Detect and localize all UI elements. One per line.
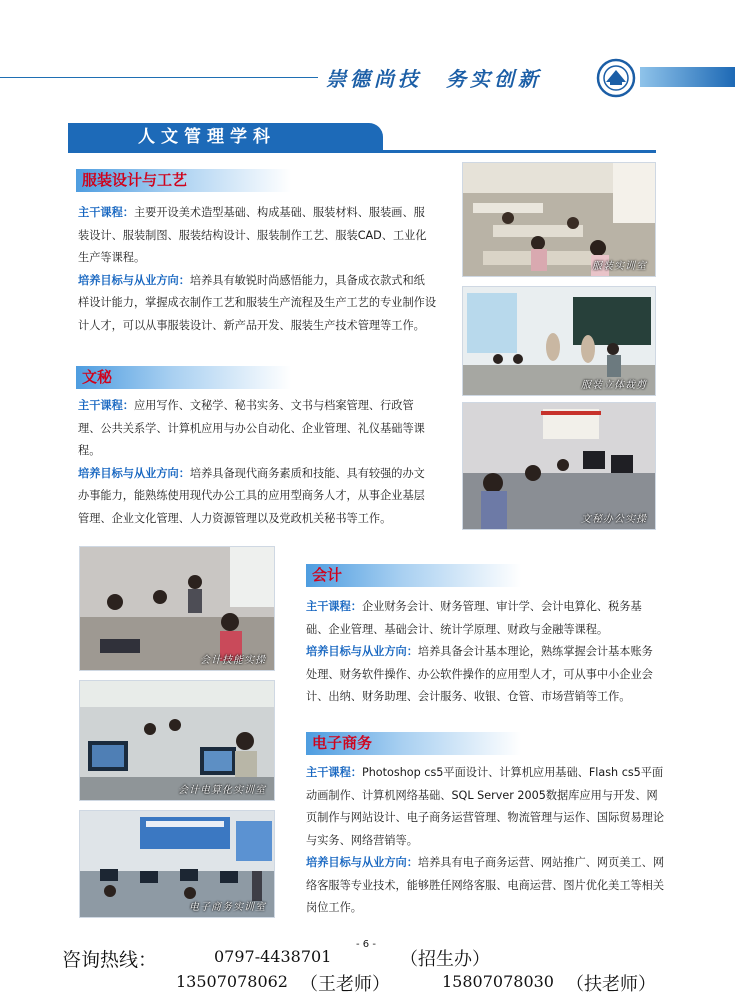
photo-ecommerce-lab-caption: 电子商务实训室 bbox=[189, 902, 266, 913]
photo-accounting-skills bbox=[79, 546, 275, 671]
ecommerce-heading bbox=[306, 732, 521, 755]
secretary-goal: 培养具备现代商务素质和技能、具有较强的办文办事能力，能熟练使用现代办公工具的应用型商务人才，从事企业基层管理、企业文化管理、人力资源管理以及党政机关秘书等工作。 bbox=[78, 466, 425, 525]
header-rule bbox=[0, 77, 318, 78]
ecommerce-title: 电子商务 bbox=[312, 734, 373, 752]
phone-teacher-fu: 15807078030 bbox=[442, 972, 554, 991]
secretary-heading bbox=[76, 366, 291, 389]
secretary-core: 应用写作、文秘学、秘书实务、文书与档案管理、行政管理、公共关系学、计算机应用与办公自动化、企业管理、礼仪基础等课程。 bbox=[78, 399, 425, 457]
ecommerce-goal: 培养具有电子商务运营、网站推广、网页美工、网络客服等专业技术，能够胜任网络客服、电商运营、图片优化美工等相关岗位工作。 bbox=[306, 856, 665, 914]
accounting-text bbox=[306, 596, 662, 709]
ecommerce-goal-label: 培养目标与从业方向： bbox=[306, 856, 418, 869]
secretary-title: 文秘 bbox=[82, 368, 113, 386]
accounting-goal-label: 培养目标与从业方向： bbox=[306, 645, 418, 658]
accounting-goal: 培养具备会计基本理论，熟练掌握会计基本账务处理、财务软件操作、办公软件操作的应用型人才，可从事中小企业会计、出纳、财务助理、会计服务、收银、仓管、市场营销等工作。 bbox=[306, 645, 653, 703]
secretary-text bbox=[78, 395, 430, 530]
photo-secretary-office bbox=[462, 402, 656, 530]
phone-teacher-wang-note: （王老师） bbox=[300, 974, 390, 995]
secretary-core-label: 主干课程： bbox=[78, 399, 134, 412]
ecommerce-text bbox=[306, 762, 668, 920]
secretary-goal-label: 培养目标与从业方向： bbox=[78, 466, 190, 480]
photo-secretary-office-caption: 文秘办公实操 bbox=[581, 514, 647, 525]
hotline-label: 咨询热线： bbox=[62, 949, 158, 971]
photo-accounting-computer-caption: 会计电算化实训室 bbox=[178, 785, 266, 796]
phone-teacher-fu-note: （扶老师） bbox=[566, 974, 656, 995]
accounting-core: 企业财务会计、财务管理、审计学、会计电算化、税务基础、企业管理、基础会计、统计学原理、财政与金融等课程。 bbox=[306, 600, 642, 636]
accounting-title: 会计 bbox=[312, 566, 343, 584]
photo-fashion-draping bbox=[462, 286, 656, 396]
photo-accounting-skills-caption: 会计技能实操 bbox=[200, 655, 266, 666]
fashion-text bbox=[78, 202, 436, 337]
photo-fashion-lab-caption: 服装实训室 bbox=[592, 261, 647, 272]
section-title: 人文管理学科 bbox=[68, 123, 383, 151]
photo-accounting-computer bbox=[79, 680, 275, 801]
ecommerce-core: Photoshop cs5平面设计、计算机应用基础、Flash cs5平面动画制作、计算机网络基础、SQL Server 2005数据库应用与开发、网页制作与网站设计、电子商务运营管理、物流管理与运作、国际贸易理论与实务、网络营销等。 bbox=[306, 766, 665, 847]
phone-teacher-wang: 13507078062 bbox=[176, 972, 288, 991]
accounting-core-label: 主干课程： bbox=[306, 600, 362, 613]
phone-admissions: 0797-4438701 bbox=[214, 947, 332, 966]
header-accent-bar bbox=[640, 67, 735, 87]
school-logo-icon bbox=[596, 58, 636, 98]
school-motto: 崇德尚技 务实创新 bbox=[326, 67, 542, 91]
fashion-heading bbox=[76, 169, 291, 192]
fashion-core-label: 主干课程： bbox=[78, 206, 134, 219]
fashion-goal: 培养具有敏锐时尚感悟能力，具备成衣款式和纸样设计能力，掌握成衣制作工艺和服装生产流程及生产工艺的专业制作设计人才，可以从事服装设计、新产品开发、服装生产技术管理等工作。 bbox=[78, 273, 437, 332]
photo-ecommerce-lab bbox=[79, 810, 275, 918]
phone-admissions-note: （招生办） bbox=[400, 949, 490, 970]
photo-fashion-draping-caption: 服装立体裁剪 bbox=[581, 380, 647, 391]
accounting-heading bbox=[306, 564, 521, 587]
section-rule bbox=[68, 150, 656, 153]
fashion-title: 服装设计与工艺 bbox=[82, 171, 188, 189]
fashion-core: 主要开设美术造型基础、构成基础、服装材料、服装画、服装设计、服装制图、服装结构设计、服装制作工艺、服装CAD、工业化生产等课程。 bbox=[78, 206, 427, 264]
ecommerce-core-label: 主干课程： bbox=[306, 766, 362, 779]
page-number: - 6 - bbox=[356, 939, 376, 950]
photo-fashion-lab bbox=[462, 162, 656, 277]
fashion-goal-label: 培养目标与从业方向： bbox=[78, 273, 190, 287]
